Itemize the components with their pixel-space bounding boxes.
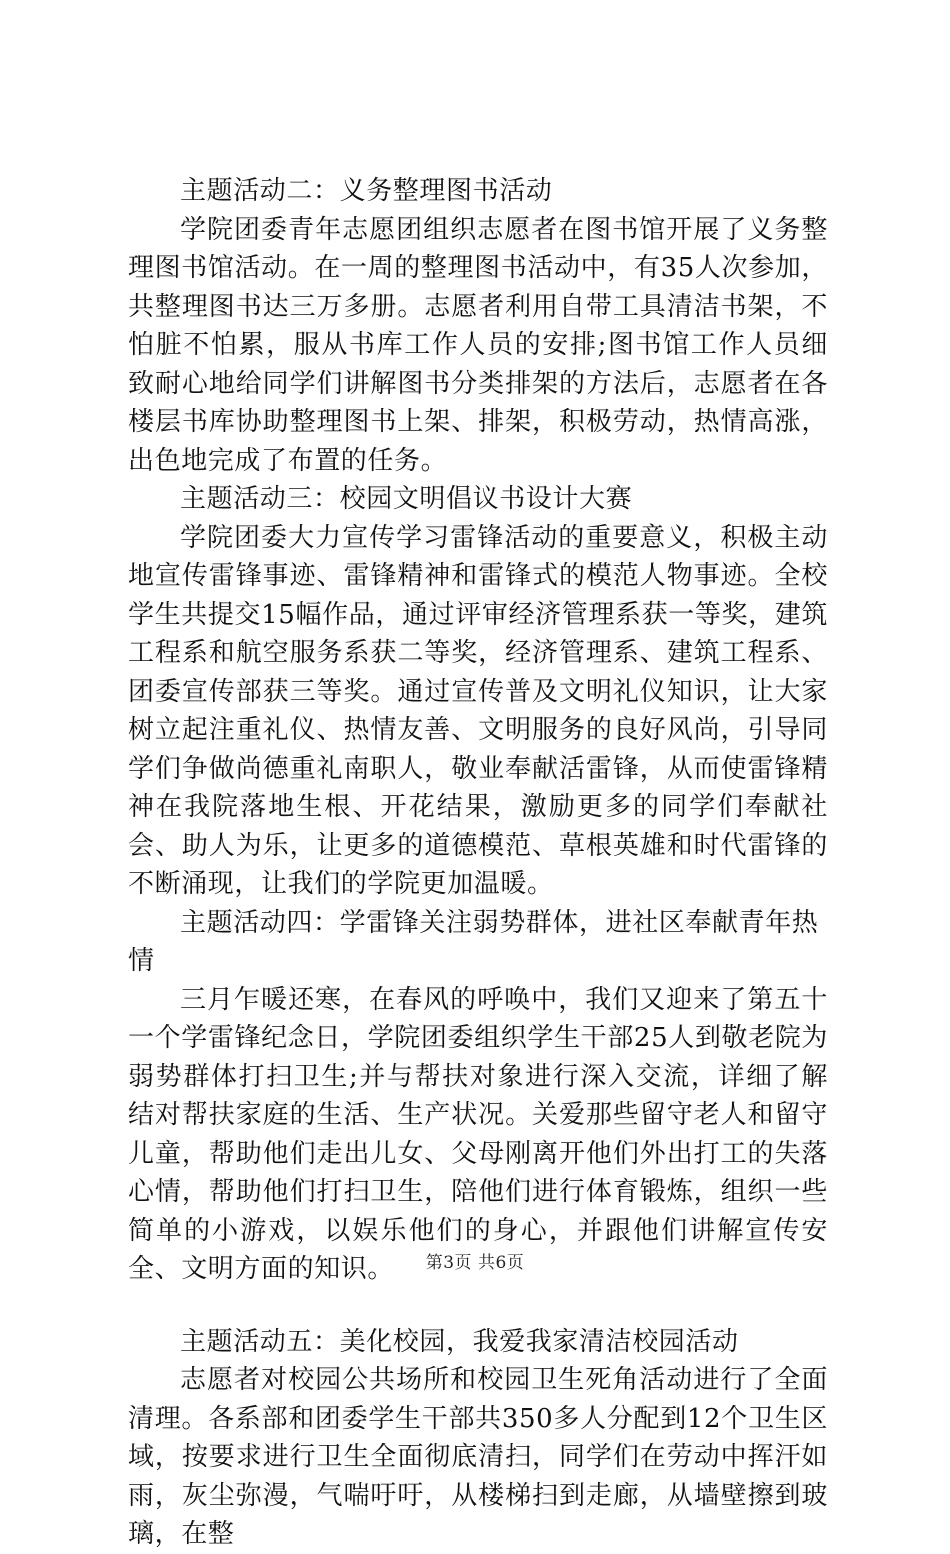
section-heading-4: 主题活动四：学雷锋关注弱势群体，进社区奉献青年热情 (128, 907, 819, 976)
paragraph-spacer (128, 1289, 828, 1323)
page-number-footer: 第3页 共6页 (425, 1253, 525, 1273)
section-heading-2: 主题活动二：义务整理图书活动 (180, 176, 553, 206)
body-paragraph-4: 三月乍暖还寒，在春风的呼唤中，我们又迎来了第五十一个学雷锋纪念日，学院团委组织学生干部25人到敬老院为弱势群体打扫卫生;并与帮扶对象进行深入交流，详细了解结对帮扶家庭的生活、生产状况。关爱那些留守老人和留守儿童，帮助他们走出儿女、父母刚离开他们外出打工的失落心情，帮助他们打扫卫生，陪他们进行体育锻炼，组织一些简单的小游戏，以娱乐他们的身心，并跟他们讲解宣传安全、文明方面的知识。 (128, 984, 828, 1284)
body-paragraph-3: 学院团委大力宣传学习雷锋活动的重要意义，积极主动地宣传雷锋事迹、雷锋精神和雷锋式的模范人物事迹。全校学生共提交15幅作品，通过评审经济管理系获一等奖，建筑工程系和航空服务系获二等奖，经济管理系、建筑工程系、团委宣传部获三等奖。通过宣传普及文明礼仪知识，让大家树立起注重礼仪、热情友善、文明服务的良好风尚，引导同学们争做尚德重礼南职人，敬业奉献活雷锋，从而使雷锋精神在我院落地生根、开花结果，激励更多的同学们奉献社会、助人为乐，让更多的道德模范、草根英雄和时代雷锋的不断涌现，让我们的学院更加温暖。 (128, 522, 828, 899)
document-body (128, 172, 828, 1554)
section-heading-3: 主题活动三：校园文明倡议书设计大赛 (180, 484, 633, 514)
section-heading-5: 主题活动五：美化校园，我爱我家清洁校园活动 (180, 1326, 739, 1357)
body-paragraph-2: 学院团委青年志愿团组织志愿者在图书馆开展了义务整理图书馆活动。在一周的整理图书活动中，有35人次参加，共整理图书达三万多册。志愿者利用自带工具清洁书架，不怕脏不怕累，服从书库工作人员的安排;图书馆工作人员细致耐心地给同学们讲解图书分类排架的方法后，志愿者在各楼层书库协助整理图书上架、排架，积极劳动，热情高涨，出色地完成了布置的任务。 (128, 214, 828, 476)
body-paragraph-5: 志愿者对校园公共场所和校园卫生死角活动进行了全面清理。各系部和团委学生干部共350多人分配到12个卫生区域，按要求进行卫生全面彻底清扫，同学们在劳动中挥汗如雨，灰尘弥漫，气喘吁吁，从楼梯扫到走廊，从墙壁擦到玻璃，在整 (128, 1365, 828, 1549)
